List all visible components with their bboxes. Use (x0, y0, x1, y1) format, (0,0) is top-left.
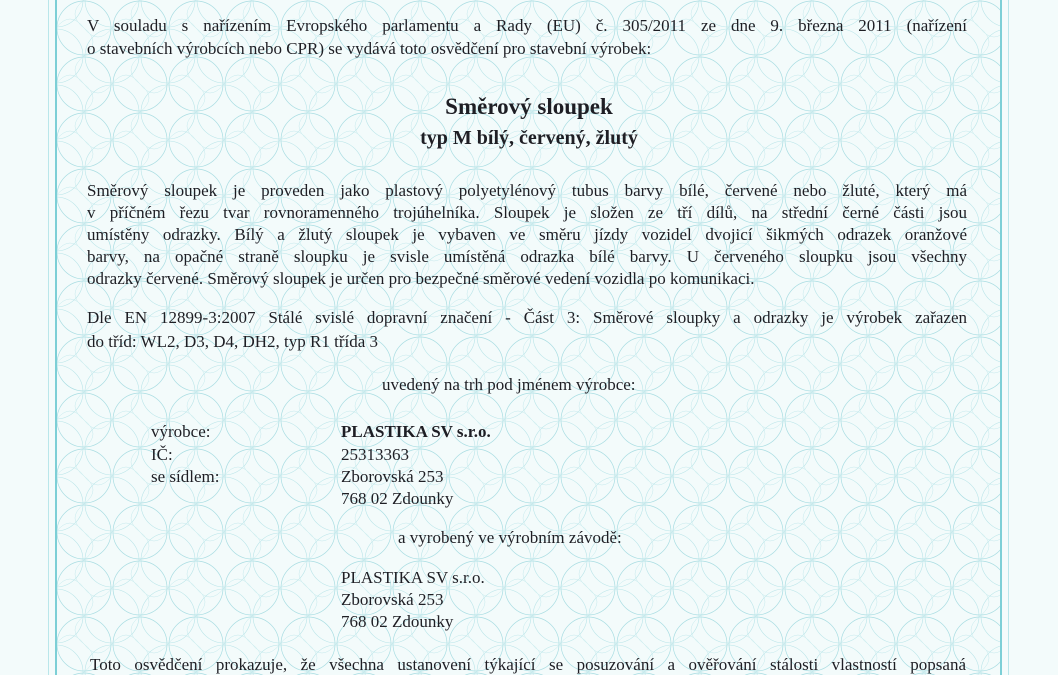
product-subtitle: typ M bílý, červený, žlutý (420, 127, 638, 149)
closing-line: Toto osvědčení prokazuje, že všechna ustanovení týkající se posuzování a ověřování stálosti vlastností popsaná (90, 655, 966, 674)
description-line-1: Směrový sloupek je proveden jako plastový polyetylénový tubus barvy bílé, červené nebo žluté, který má (87, 181, 967, 200)
product-title: Směrový sloupek (445, 94, 613, 119)
standard-line-1: Dle EN 12899-3:2007 Stálé svislé dopravní značení - Část 3: Směrové sloupky a odrazky je výrobek zařazen (87, 308, 967, 327)
manufacturer-city: 768 02 Zdounky (341, 489, 454, 508)
intro-line-1: V souladu s nařízením Evropského parlamentu a Rady (EU) č. 305/2011 ze dne 9. března 2011 (nařízení (87, 16, 967, 35)
plant-name: PLASTIKA SV s.r.o. (341, 568, 485, 587)
description-line-4: barvy, na opačné straně sloupku je svisle umístěná odrazka bílé barvy. U červeného sloupku jsou všechny (87, 247, 967, 266)
market-label: uvedený na trh pod jménem výrobce: (382, 375, 636, 394)
seat-label: se sídlem: (151, 467, 220, 486)
description-line-3: umístěny odrazky. Bílý a žlutý sloupek je vybaven ve směru jízdy vozidel dvojicí šikmých odrazek oranžové (87, 225, 967, 244)
manufacturer-ic: 25313363 (341, 445, 409, 464)
description-line-5: odrazky červené. Směrový sloupek je určen pro bezpečné směrové vedení vozidla po komunikaci. (87, 269, 755, 288)
plant-label: a vyrobený ve výrobním závodě: (398, 528, 622, 547)
plant-city: 768 02 Zdounky (341, 612, 454, 631)
manufacturer-street: Zborovská 253 (341, 467, 444, 486)
manufacturer-name: PLASTIKA SV s.r.o. (341, 422, 491, 441)
description-line-2: v příčném řezu tvar rovnoramenného trojúhelníka. Sloupek je složen ze tří dílů, na střední černé části jsou (87, 203, 967, 222)
ic-label: IČ: (151, 445, 173, 464)
manufacturer-label: výrobce: (151, 422, 211, 441)
standard-line-2: do tříd: WL2, D3, D4, DH2, typ R1 třída 3 (87, 332, 379, 351)
intro-line-2: o stavebních výrobcích nebo CPR) se vydává toto osvědčení pro stavební výrobek: (87, 39, 652, 58)
plant-street: Zborovská 253 (341, 590, 444, 609)
